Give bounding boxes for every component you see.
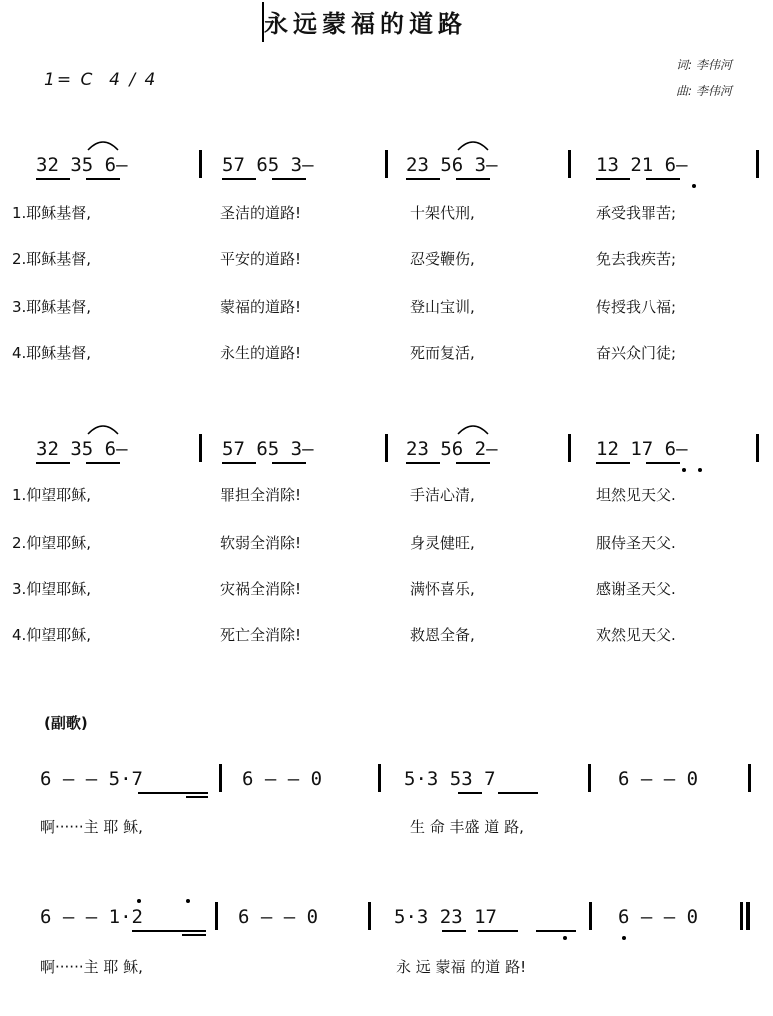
high-octave-dot [137,899,141,903]
high-octave-dot [186,899,190,903]
measure-notes: 6 – – 5·7 [40,768,143,790]
chorus-label: (副歌) [44,714,88,732]
lyric-phrase: 平安的道路! [220,250,302,268]
low-octave-dot [682,468,686,472]
measure-notes: 6 – – 0 [242,768,323,790]
lyric-phrase: 永生的道路! [220,344,302,362]
lyric-phrase: 1.耶稣基督, [12,204,92,222]
lyric-phrase: 2.耶稣基督, [12,250,92,268]
measure-notes: 5·3 23 17 [394,906,497,928]
lyric-phrase: 生 命 丰盛 道 路, [410,818,524,836]
slur-mark [88,426,118,434]
lyric-phrase: 登山宝训, [410,298,475,316]
composer-credit: 曲: 李伟河 [676,84,732,98]
lyric-phrase: 灾祸全消除! [220,580,302,598]
slur-mark [458,142,488,150]
low-octave-dot [698,468,702,472]
lyric-phrase: 十架代刑, [410,204,475,222]
measure-notes: 23 56 2– [406,438,498,460]
low-octave-dot [622,936,626,940]
measure-notes: 5·3 53 7 [404,768,496,790]
slur-mark [88,142,118,150]
lyric-phrase: 奋兴众门徒; [596,344,677,362]
measure-notes: 23 56 3– [406,154,498,176]
measure-notes: 6 – – 0 [238,906,319,928]
lyric-phrase: 死亡全消除! [220,626,302,644]
low-octave-dot [563,936,567,940]
lyric-phrase: 坦然见天父. [596,486,676,504]
lyric-phrase: 忍受鞭伤, [410,250,475,268]
lyric-phrase: 罪担全消除! [220,486,302,504]
measure-notes: 6 – – 1·2 [40,906,143,928]
lyric-phrase: 蒙福的道路! [220,298,302,316]
lyric-phrase: 死而复活, [410,344,475,362]
lyricist-credit: 词: 李伟河 [676,58,732,72]
slur-mark [458,426,488,434]
lyric-phrase: 1.仰望耶稣, [12,486,92,504]
song-title: 永远蒙福的道路 [264,9,467,38]
lyric-phrase: 免去我疾苦; [596,250,677,268]
lyric-phrase: 满怀喜乐, [410,580,475,598]
lyric-phrase: 4.耶稣基督, [12,344,92,362]
measure-notes: 12 17 6– [596,438,688,460]
measure-notes: 57 65 3– [222,154,314,176]
lyric-phrase: 4.仰望耶稣, [12,626,92,644]
lyric-phrase: 软弱全消除! [220,534,302,552]
lyric-phrase: 啊······主 耶 稣, [40,818,143,836]
lyric-phrase: 2.仰望耶稣, [12,534,92,552]
lyric-phrase: 感谢圣天父. [596,580,676,598]
lyric-phrase: 圣洁的道路! [220,204,302,222]
measure-notes: 13 21 6– [596,154,688,176]
measure-notes: 6 – – 0 [618,906,699,928]
lyric-phrase: 3.耶稣基督, [12,298,92,316]
low-octave-dot [692,184,696,188]
measure-notes: 57 65 3– [222,438,314,460]
lyric-phrase: 服侍圣天父. [596,534,676,552]
measure-notes: 32 35 6– [36,154,128,176]
lyric-phrase: 啊······主 耶 稣, [40,958,143,976]
lyric-phrase: 传授我八福; [596,298,677,316]
key-signature: 1= C 4 / 4 [44,70,158,90]
lyric-phrase: 3.仰望耶稣, [12,580,92,598]
lyric-phrase: 欢然见天父. [596,626,676,644]
measure-notes: 6 – – 0 [618,768,699,790]
lyric-phrase: 救恩全备, [410,626,475,644]
lyric-phrase: 承受我罪苦; [596,204,677,222]
lyric-phrase: 手洁心清, [410,486,475,504]
lyric-phrase: 身灵健旺, [410,534,475,552]
lyric-phrase: 永 远 蒙福 的道 路! [396,958,527,976]
measure-notes: 32 35 6– [36,438,128,460]
